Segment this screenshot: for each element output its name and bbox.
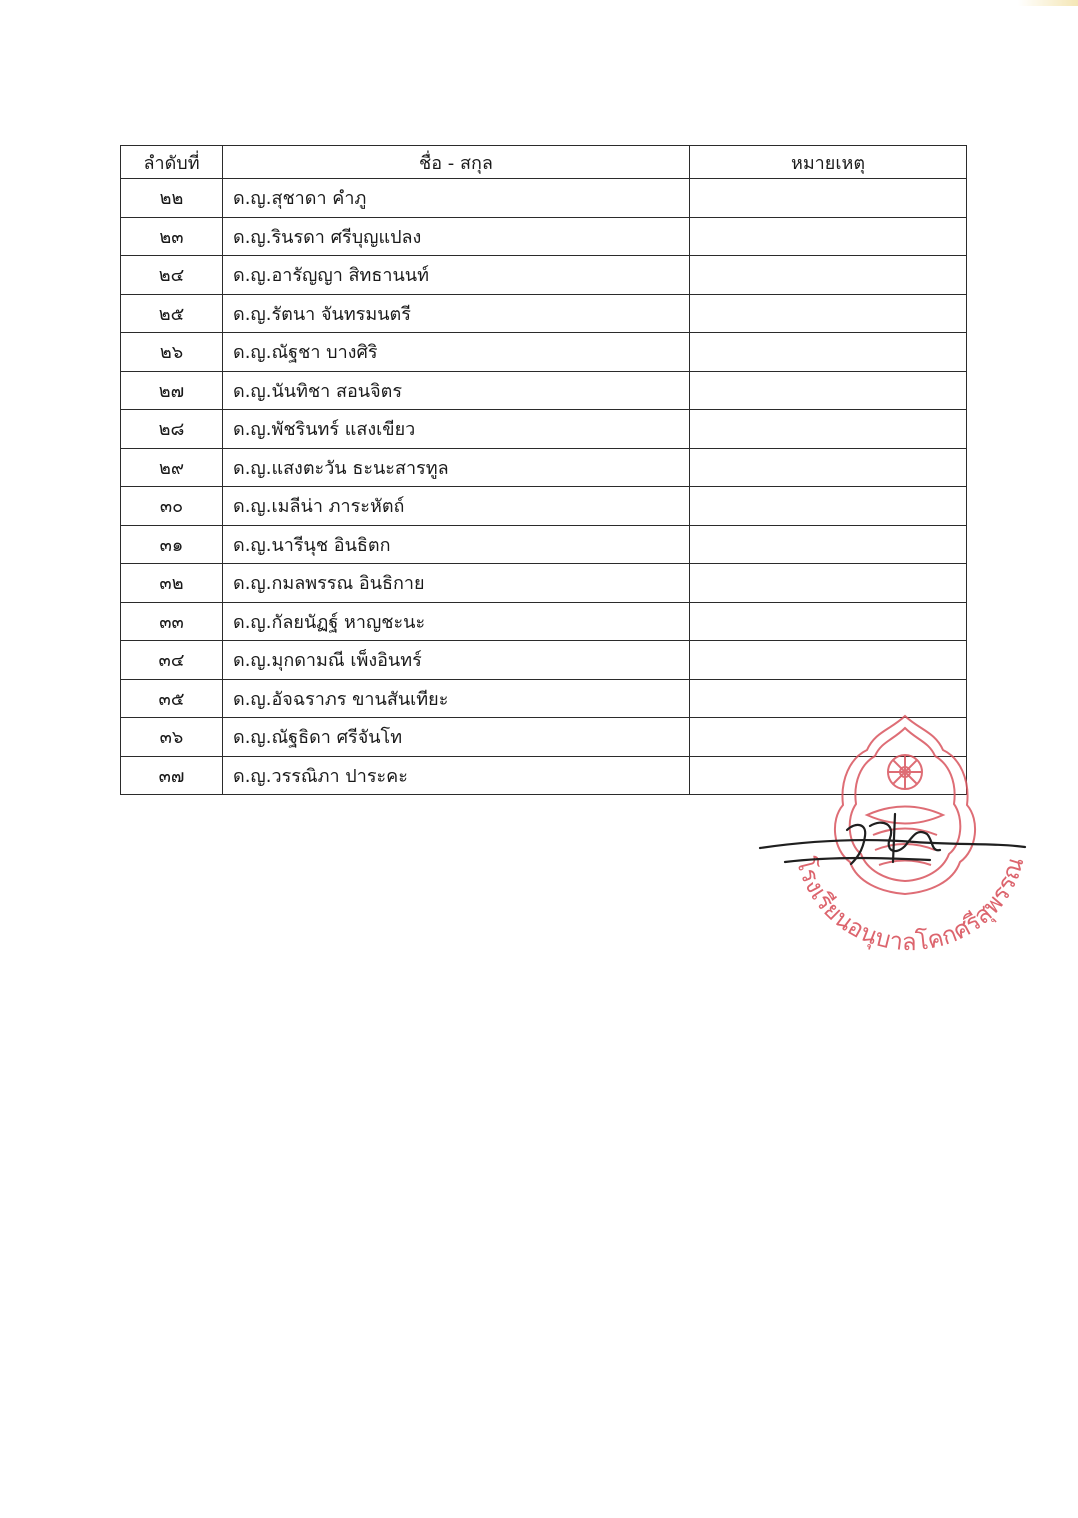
row-note	[690, 641, 967, 680]
row-note	[690, 410, 967, 449]
student-name: ด.ญ.กัลยนัฏฐ์ หาญชะนะ	[223, 602, 690, 641]
row-note	[690, 179, 967, 218]
seal-school-name: โรงเรียนอนุบาลโคกศรีสุพรรณ	[790, 853, 1030, 957]
table-row	[121, 294, 967, 333]
row-note	[690, 294, 967, 333]
row-number: ๓๗	[121, 756, 223, 795]
student-roster-table	[120, 145, 967, 795]
row-note	[690, 371, 967, 410]
row-note	[690, 448, 967, 487]
row-number: ๒๒	[121, 179, 223, 218]
student-name: ด.ญ.ณัฐชา บางศิริ	[223, 333, 690, 372]
school-seal-stamp	[755, 710, 1045, 960]
row-number: ๓๒	[121, 564, 223, 603]
signature	[760, 814, 1025, 864]
table-row	[121, 487, 967, 526]
student-name: ด.ญ.รินรดา ศรีบุญแปลง	[223, 217, 690, 256]
row-number: ๓๐	[121, 487, 223, 526]
student-name: ด.ญ.นันทิชา สอนจิตร	[223, 371, 690, 410]
row-note	[690, 525, 967, 564]
table-row	[121, 525, 967, 564]
row-number: ๒๖	[121, 333, 223, 372]
row-note	[690, 333, 967, 372]
row-number: ๒๓	[121, 217, 223, 256]
table-row	[121, 217, 967, 256]
table-row	[121, 333, 967, 372]
row-number: ๓๕	[121, 679, 223, 718]
table-row	[121, 410, 967, 449]
row-number: ๒๙	[121, 448, 223, 487]
student-name: ด.ญ.สุชาดา คำภู	[223, 179, 690, 218]
table-row	[121, 371, 967, 410]
table-row	[121, 179, 967, 218]
row-note	[690, 256, 967, 295]
row-number: ๓๑	[121, 525, 223, 564]
row-note	[690, 217, 967, 256]
student-name: ด.ญ.อารัญญา สิทธานนท์	[223, 256, 690, 295]
row-note	[690, 564, 967, 603]
row-number: ๓๓	[121, 602, 223, 641]
table-row	[121, 448, 967, 487]
student-name: ด.ญ.อัจฉราภร ขานสันเทียะ	[223, 679, 690, 718]
row-number: ๓๔	[121, 641, 223, 680]
row-number: ๒๔	[121, 256, 223, 295]
student-name: ด.ญ.มุกดามณี เพ็งอินทร์	[223, 641, 690, 680]
table-row	[121, 256, 967, 295]
row-number: ๒๗	[121, 371, 223, 410]
header-no: ลำดับที่	[121, 146, 223, 179]
row-number: ๒๕	[121, 294, 223, 333]
header-name: ชื่อ - สกุล	[223, 146, 690, 179]
student-name: ด.ญ.นารีนุช อินธิตก	[223, 525, 690, 564]
table-row	[121, 602, 967, 641]
table-row	[121, 564, 967, 603]
header-row	[121, 146, 967, 179]
student-name: ด.ญ.ณัฐธิดา ศรีจันโท	[223, 718, 690, 757]
scan-edge-tint	[1018, 0, 1078, 6]
student-name: ด.ญ.วรรณิภา ปาระคะ	[223, 756, 690, 795]
row-note	[690, 602, 967, 641]
table-row	[121, 641, 967, 680]
student-name: ด.ญ.กมลพรรณ อินธิกาย	[223, 564, 690, 603]
student-name: ด.ญ.พัชรินทร์ แสงเขียว	[223, 410, 690, 449]
student-name: ด.ญ.รัตนา จันทรมนตรี	[223, 294, 690, 333]
student-name: ด.ญ.แสงตะวัน ธะนะสารทูล	[223, 448, 690, 487]
row-number: ๓๖	[121, 718, 223, 757]
row-note	[690, 487, 967, 526]
header-note: หมายเหตุ	[690, 146, 967, 179]
student-name: ด.ญ.เมลีน่า ภาระหัตถ์	[223, 487, 690, 526]
row-number: ๒๘	[121, 410, 223, 449]
